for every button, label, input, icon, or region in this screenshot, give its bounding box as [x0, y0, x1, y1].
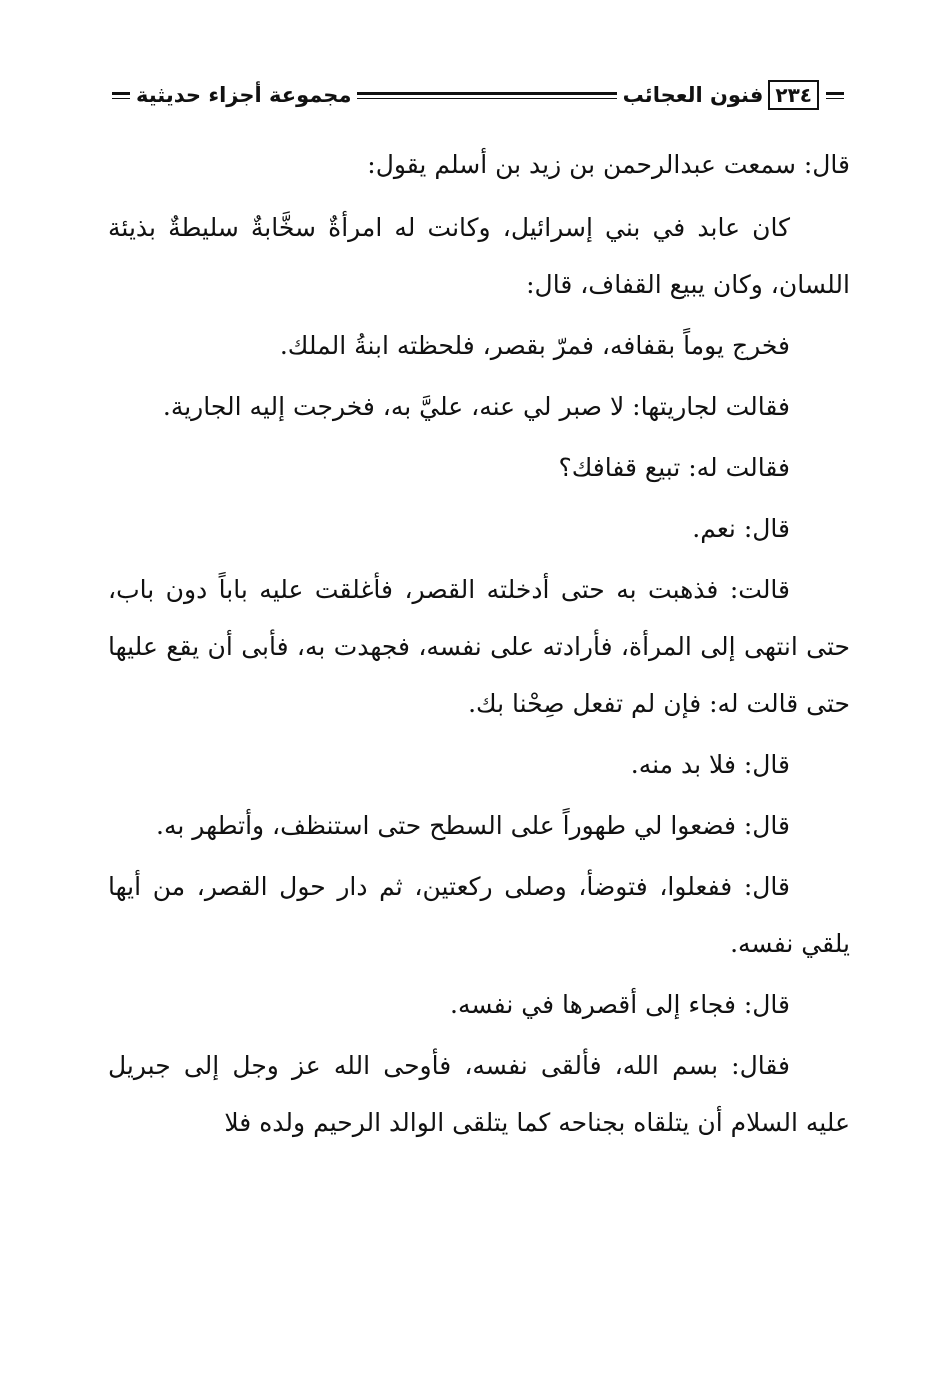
running-header — [108, 78, 848, 112]
paragraph: قال: فلا بد منه. — [630, 750, 790, 779]
header-rule-left — [112, 92, 130, 99]
header-rule-right — [826, 92, 844, 99]
paragraph: فقال: بسم الله، فألقى نفسه، فأوحى الله عز وجل إلى جبريل عليه السلام أن يتلقاه بجناحه كما يتلقى الوالد الرحيم ولده فلا — [108, 1051, 850, 1137]
paragraph: فخرج يوماً بقفافه، فمرّ بقصر، فلحظته ابنةُ الملك. — [279, 331, 790, 360]
paragraph: قالت: فذهبت به حتى أدخلته القصر، فأغلقت عليه باباً دون باب، حتى انتهى إلى المرأة، فأرادته على نفسه، فجهدت به، فأبى أن يقع عليها حتى قالت له: فإن لم تفعل صِحْنا بك. — [108, 575, 850, 718]
paragraph: فقالت له: تبيع قفافك؟ — [558, 453, 790, 482]
series-title: مجموعة أجزاء حديثية — [136, 83, 352, 107]
book-title: فنون العجائب — [622, 83, 764, 107]
paragraph: قال: فضعوا لي طهوراً على السطح حتى استنظف، وأتطهر به. — [156, 811, 790, 840]
paragraph: قال: فجاء إلى أقصرها في نفسه. — [450, 990, 790, 1019]
paragraph: قال: نعم. — [692, 514, 790, 543]
page-number: ٢٣٤ — [768, 80, 819, 110]
paragraph: كان عابد في بني إسرائيل، وكانت له امرأةٌ سخَّابةٌ سليطةٌ بذيئة اللسان، وكان يبيع القفاف، قال: — [108, 213, 850, 299]
body-text — [108, 136, 850, 1151]
paragraph: قال: ففعلوا، فتوضأ، وصلى ركعتين، ثم دار حول القصر، من أيها يلقي نفسه. — [108, 872, 850, 958]
paragraph: فقالت لجاريتها: لا صبر لي عنه، عليَّ به، فخرجت إليه الجارية. — [162, 392, 790, 421]
header-rule-middle — [357, 92, 616, 99]
paragraph: قال: سمعت عبدالرحمن بن زيد بن أسلم يقول: — [367, 150, 850, 179]
